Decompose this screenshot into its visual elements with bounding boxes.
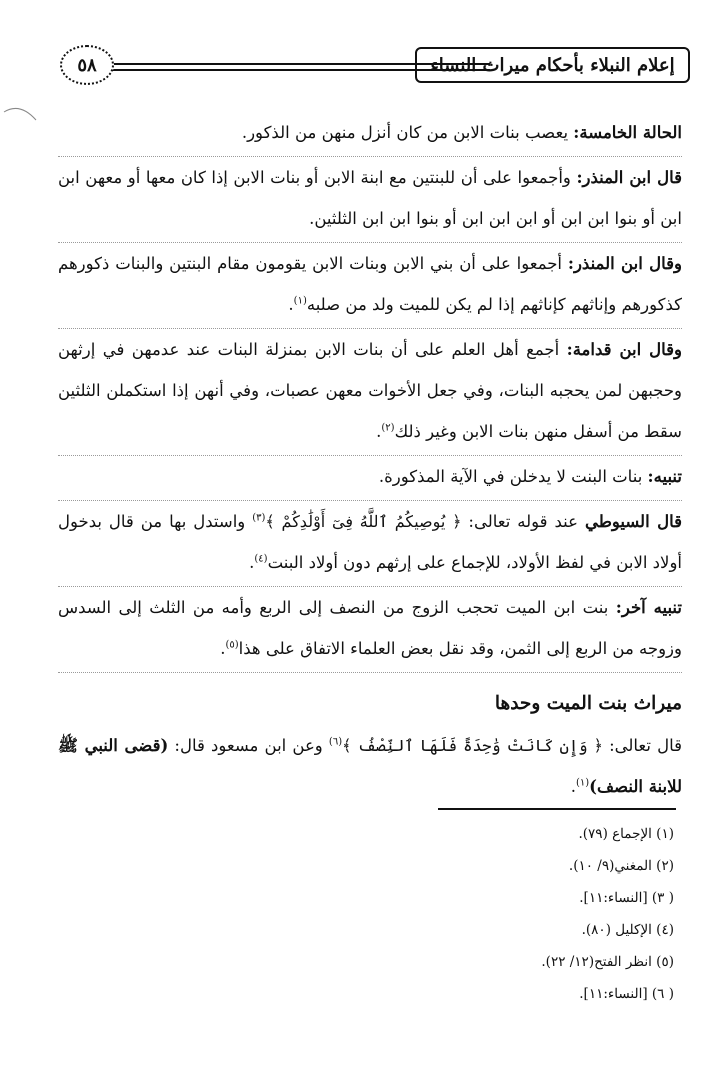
paragraph: [58, 157, 682, 243]
footnote-ref[interactable]: (٤): [254, 553, 268, 565]
paragraph-tail: .: [376, 422, 382, 441]
paragraph: [58, 725, 682, 810]
footnote: (٤) الإكليل (٨٠).: [581, 922, 674, 938]
paragraph: [58, 243, 682, 329]
footnote-ref[interactable]: (٣): [252, 512, 266, 524]
footnote-ref[interactable]: (٢): [381, 422, 395, 434]
scan-mark: [2, 104, 38, 124]
quran-verse: ﴿ يُوصِيكُمُ ٱللَّهُ فِىٓ أَوْلَٰدِكُمْ ﴾: [265, 512, 462, 531]
paragraph-lead: وقال ابن قدامة:: [566, 340, 682, 359]
paragraph-text: قال تعالى:: [602, 736, 683, 755]
section-heading: ميراث بنت الميت وحدها: [494, 693, 682, 714]
footnote-ref[interactable]: (٥): [225, 639, 239, 651]
footnote: (٢) المغني(٩/ ١٠).: [568, 858, 674, 874]
running-header: [60, 43, 690, 95]
paragraph: [58, 456, 682, 501]
paragraph-text: أجمع أهل العلم على أن بنات الابن بمنزلة البنات عند عدمهن في إرثهن وحجبهن لمن يحجبه البنات، وفي جعل الأخوات معهن عصبات، وفي أنهن إذا استكملن الثلثين سقط من أسفل منهن بنات الابن وغير ذلك: [58, 340, 682, 441]
paragraph-lead: تنبيه:: [647, 467, 682, 486]
footnote: (٥) انظر الفتح(١٢/ ٢٢).: [541, 954, 674, 970]
hadith-quote: (قضى النبي ﷺ للابنة النصف): [58, 736, 682, 796]
footnote-ref[interactable]: (٦): [328, 736, 343, 748]
book-title: إعلام النبلاء بأحكام ميراث النساء: [415, 47, 690, 83]
paragraph-lead: قال ابن المنذر:: [576, 168, 682, 187]
paragraph-text: وأجمعوا على أن للبنتين مع ابنة الابن أو بنات الابن إذا كان معها أو معهن ابن ابن أو بنوا ابن ابن أو ابن ابن ابن أو بنوا ابن ابن الثلثين.: [58, 168, 682, 228]
paragraph-tail: .: [249, 553, 255, 572]
paragraph-text: بنت ابن الميت تحجب الزوج من النصف إلى الربع وأمه من الثلث إلى السدس وزوجه من الربع إلى الثمن، وقد نقل بعض العلماء الاتفاق على هذا: [58, 598, 682, 658]
main-text: [58, 112, 682, 810]
footnotes: [74, 818, 674, 1010]
quran-verse: ﴿ وَإِن كَانَتْ وَٰحِدَةً فَلَهَا ٱلنِّصْفُ ﴾: [342, 736, 603, 755]
paragraph-text: عند قوله تعالى:: [461, 512, 585, 531]
paragraph-tail: .: [288, 295, 294, 314]
footnote: (١) الإجماع (٧٩).: [578, 826, 674, 842]
paragraph-lead: قال السيوطي: [584, 512, 682, 531]
paragraph-text: واستدل بها من قال بدخول أولاد الابن في لفظ الأولاد، للإجماع على إرثهم دون أولاد البنت: [58, 512, 682, 572]
paragraph-text: وعن ابن مسعود قال:: [168, 736, 329, 755]
paragraph-lead: الحالة الخامسة:: [573, 123, 682, 142]
paragraph-text: يعصب بنات الابن من كان أنزل منهن من الذكور.: [241, 123, 574, 142]
footnote-separator: [438, 808, 676, 810]
paragraph-text: بنات البنت لا يدخلن في الآية المذكورة.: [378, 467, 648, 486]
paragraph-tail: .: [570, 777, 576, 796]
paragraph: [58, 329, 682, 456]
footnote-ref[interactable]: (١): [575, 777, 590, 789]
footnote: ( ٣) [النساء:١١].: [579, 890, 674, 906]
paragraph-lead: وقال ابن المنذر:: [567, 254, 682, 273]
paragraph: [58, 501, 682, 587]
page-number: ٥٨: [60, 45, 114, 85]
paragraph-text: أجمعوا على أن بني الابن وبنات الابن يقومون مقام البنتين والبنات ذكورهم كذكورهم وإناثهم كإناثهم إذا لم يكن للميت ولد من صلبه: [58, 254, 682, 314]
footnote-ref[interactable]: (١): [293, 295, 307, 307]
footnote: ( ٦) [النساء:١١].: [579, 986, 674, 1002]
paragraph-tail: .: [220, 639, 226, 658]
paragraph: [58, 587, 682, 673]
paragraph: [58, 112, 682, 157]
paragraph-lead: تنبيه آخر:: [615, 598, 682, 617]
